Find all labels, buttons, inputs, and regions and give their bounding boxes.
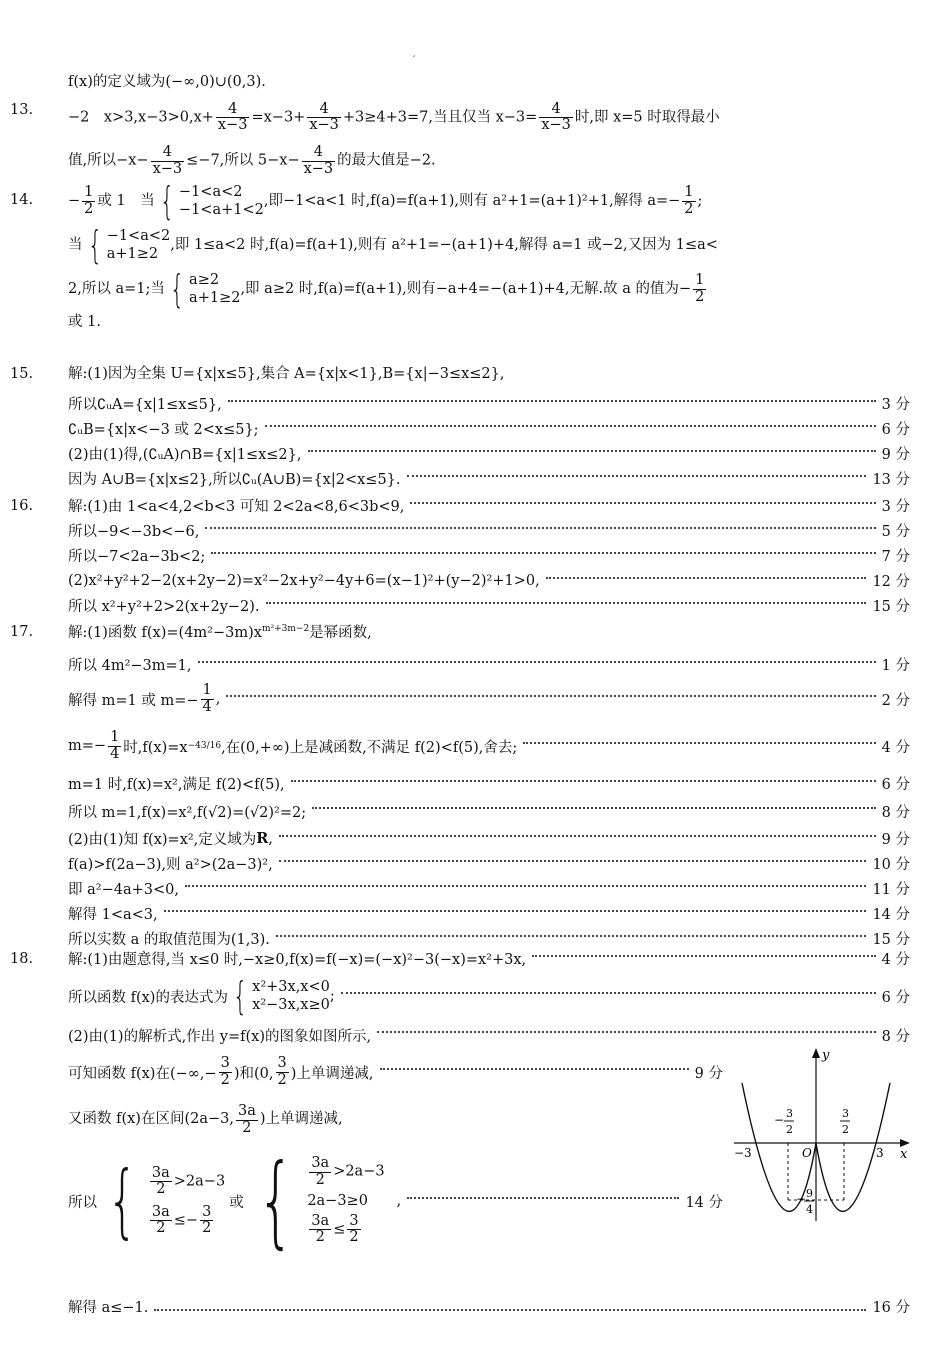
tick-pos3: 3 bbox=[876, 1146, 884, 1160]
fraction: $\frac{4}{x-3}$ bbox=[152, 144, 183, 177]
question-number: 13. bbox=[10, 102, 34, 118]
minus-sign: − bbox=[796, 1192, 807, 1206]
case-system: { x²+3x,x<0 x²−3x,x≥0 bbox=[232, 974, 330, 1018]
score-line: (2)x²+y²+2−2(x+2y−2)=x²−2x+y²−4y+6=(x−1)²+(y−2)²+1>0, 12 分 bbox=[68, 572, 910, 590]
question-13: 13. −2 x>3,x−3>0,x+ $\frac{4}{x-3}$ =x−3+ $\frac{4}{x-3}$ +3≥4+3=7,当且仅当 x−3= $\frac{4}{x-3}$ 时,即 x=5 时取得最小 值,所以−x− $\frac{4}{x-3}$ ≤−7,所以 5−x− $\frac{4}{x-3}$ 的最大值是−2. bbox=[10, 101, 720, 177]
question-16 bbox=[10, 493, 910, 618]
question-number: 14. bbox=[10, 192, 34, 208]
score-line: f(a)>f(2a−3),则 a²>(2a−3)², 10 分 bbox=[68, 857, 910, 873]
question-number: 16. bbox=[10, 497, 34, 514]
frac-bottom: 2 bbox=[842, 1123, 849, 1136]
score-line: 所以−7<2a−3b<2; 7 分 bbox=[68, 549, 910, 565]
fraction: $\frac{4}{x-3}$ bbox=[541, 101, 571, 134]
origin-label: O bbox=[802, 1146, 812, 1160]
score-line: 所以函数 f(x)的表达式为 { x²+3x,x<0 x²−3x,x≥0 ; 6 分 bbox=[68, 974, 910, 1018]
question-number: 15. bbox=[10, 366, 34, 382]
score-line: 所以 x²+y²+2>2(x+2y−2). 15 分 bbox=[68, 599, 910, 615]
question-14: 14. − $\frac{1}{2}$ 或 1 当 { −1<a<2 −1<a+1<2 ,即−1<a<1 时,f(a)=f(a+1),则有 a²+1=(a+1)²+1,解得 a=− $\frac{1}{2}$ ; 当 { −1<a<2 a+1≥2 ,即 1≤a<2 时,f(a)=f(a+1),则有 a²+1=−(a+1)+4,解得 a=1 或−2,又因为 1≤a< 2,所以 a=1;当 { a≥2 a+1≥2 ,即 a≥2 时,f(a)=f(a+1),则有−a+4=−(a+1)+4,无解.故 a 的值为− $\frac{1}{2}$ 或 1. bbox=[10, 179, 718, 330]
case-system: { −1<a<2 a+1≥2 bbox=[87, 223, 171, 267]
score-line: 18. 解:(1)由题意得,当 x≤0 时,−x≥0,f(x)=f(−x)=(−x)²−3(−x)=x²+3x, 4 分 bbox=[10, 950, 910, 968]
score-line: ∁ᵤB={x|x<−3 或 2<x≤5}; 6 分 bbox=[68, 422, 910, 438]
x-axis-arrow bbox=[900, 1139, 910, 1147]
score-line: (2)由(1)的解析式,作出 y=f(x)的图象如图所示, 8 分 bbox=[68, 1028, 910, 1045]
score-line: 即 a²−4a+3<0, 11 分 bbox=[68, 882, 910, 898]
frac-top: 3 bbox=[842, 1107, 849, 1120]
score-line: (2)由(1)得,(∁ᵤA)∩B={x|1≤x≤2}, 9 分 bbox=[68, 447, 910, 463]
x-label: x bbox=[900, 1147, 908, 1162]
score-line: 所以 m=1,f(x)=x²,f(√2)=(√2)²=2; 8 分 bbox=[68, 804, 910, 821]
score-line: 解得 a≤−1. 16 分 bbox=[68, 1300, 910, 1316]
minus-sign: − bbox=[774, 1113, 785, 1127]
score-line: 所以−9<−3b<−6, 5 分 bbox=[68, 524, 910, 540]
frac-bottom: 2 bbox=[786, 1123, 793, 1136]
score-line: 所以∁ᵤA={x|1≤x≤5}, 3 分 bbox=[68, 397, 910, 413]
score-line: m=1 时,f(x)=x²,满足 f(2)<f(5), 6 分 bbox=[68, 777, 910, 793]
case-system: { $\frac{3a}{2}$ >2a−3 2a−3≥0 $\frac{3a}{2}$ ≤ $\frac{3}{2}$ bbox=[256, 1142, 385, 1259]
tick-neg3: −3 bbox=[734, 1146, 752, 1160]
case-system: { $\frac{3a}{2}$ >2a−3 $\frac{3a}{2}$ ≤− $\frac{3}{2}$ bbox=[107, 1154, 226, 1247]
score-line: 因为 A∪B={x|x≤2},所以∁ᵤ(A∪B)={x|2<x≤5}. 13 分 bbox=[68, 472, 910, 488]
score-line: 所以实数 a 的取值范围为(1,3). 15 分 bbox=[68, 932, 910, 948]
case-system: { −1<a<2 −1<a+1<2 bbox=[159, 179, 264, 223]
score-line: m=− $\frac{1}{4}$ 时,f(x)=x −43/16 ,在(0,+∞)上是减函数,不满足 f(2)<f(5),舍去; 4 分 bbox=[68, 729, 910, 762]
y-label: y bbox=[822, 1048, 830, 1063]
question-17: 17. 解:(1)函数 $f(x)=(4m^2-3m)x^{m^2+3m-2}$是幂函数, 所以 4m²−3m=1, 1 分 解得 m=1 或 m=− $\frac{1}{4}$ , 2 分 m=− $\frac{1}{4}$ 时,f(x)=x −43/16 ,在(0,+∞)上是减函数,不满足 f(2)<f(5),舍去; 4 分 m=1 时,f(x)=x²,满足 f(2)<f(5), 6 分 所以 m=1,f(x)=x²,f(√2)=(√2)²=2; 8 分 (2)由(1)知 f(x)=x²,定义域为 R , 9 分 f(a)>f(2a−3),则 a²>(2a−3)², 10 分 即 a²−4a+3<0, 11 分 解得 1<a<3, 14 分 所以实数 a 的取值范围为(1,3). 15 分 bbox=[68, 620, 910, 951]
fraction: $\frac{4}{x-3}$ bbox=[303, 144, 334, 177]
y-axis-arrow bbox=[812, 1048, 820, 1058]
score-line: 可知函数 f(x)在(−∞,− $\frac{3}{2}$ )和(0, $\frac{3}{2}$ )上单调递减, 9 分 bbox=[68, 1055, 723, 1088]
question-number: 18. bbox=[10, 950, 34, 967]
fraction: $\frac{1}{2}$ bbox=[84, 184, 94, 217]
score-line: 解得 m=1 或 m=− $\frac{1}{4}$ , 2 分 bbox=[68, 682, 910, 715]
question-number: 17. bbox=[10, 624, 34, 640]
question-15: 15. 解:(1)因为全集 U={x|x≤5},集合 A={x|x<1},B={x|−3≤x≤2}, 所以∁ᵤA={x|1≤x≤5}, 3 分 ∁ᵤB={x|x<−3 或 2<x≤5}; 6 分 (2)由(1)得,(∁ᵤA)∩B={x|1≤x≤2}, 9 分 因为 A∪B={x|x≤2},所以∁ᵤ(A∪B)={x|2<x≤5}. 13 分 bbox=[68, 366, 910, 491]
question-18: 18. 解:(1)由题意得,当 x≤0 时,−x≥0,f(x)=f(−x)=(−x)²−3(−x)=x²+3x, 4 分 所以函数 f(x)的表达式为 { x²+3x,x<0 x²−3x,x≥0 ; 6 分 (2)由(1)的解析式,作出 y=f(x)的图象如图所示, 8 分 可知函数 f(x)在(−∞,− $\frac{3}{2}$ )和(0, $\frac{3}{2}$ )上单调递减, 9 分 又函数 f(x)在区间(2a−3, $\frac{3a}{2}$ )上单调递减, 所以 { $\frac{3a}{2}$ >2a−3 $\frac{3a}{2}$ ≤− $\frac{3}{2}$ 或 { $\frac{3a}{2}$ >2a−3 2a−3≥0 $\frac{3a}{2}$ ≤ $\frac{3}{2}$ , 14 分 解得 a≤−1. 16 分 bbox=[68, 946, 910, 1317]
fraction: $\frac{4}{x-3}$ bbox=[309, 101, 339, 134]
score-line: 16. 解:(1)由 1<a<4,2<b<3 可知 2<2a<8,6<3b<9, 3 分 bbox=[10, 497, 910, 515]
case-system: { a≥2 a+1≥2 bbox=[169, 267, 241, 311]
fraction: $\frac{1}{2}$ bbox=[684, 184, 694, 217]
fraction: $\frac{4}{x-3}$ bbox=[217, 101, 248, 134]
score-line: 所以 { $\frac{3a}{2}$ >2a−3 $\frac{3a}{2}$ ≤− $\frac{3}{2}$ 或 { $\frac{3a}{2}$ >2a−3 2a−3≥0 $\frac{3a}{2}$ ≤ $\frac{3}{2}$ , 14 分 bbox=[68, 1142, 723, 1259]
score-line: 解得 1<a<3, 14 分 bbox=[68, 907, 910, 923]
frac-bottom: 4 bbox=[806, 1203, 813, 1216]
fraction: $\frac{1}{2}$ bbox=[695, 272, 705, 305]
prev-answer-tail: f(x)的定义域为(−∞,0)∪(0,3). bbox=[68, 74, 266, 90]
frac-top: 9 bbox=[806, 1187, 813, 1200]
function-graph bbox=[728, 1045, 918, 1225]
stray-mark: ′ bbox=[413, 55, 416, 66]
score-line: (2)由(1)知 f(x)=x²,定义域为 R , 9 分 bbox=[68, 830, 910, 848]
score-line: 所以 4m²−3m=1, 1 分 bbox=[68, 658, 910, 674]
frac-top: 3 bbox=[786, 1107, 793, 1120]
